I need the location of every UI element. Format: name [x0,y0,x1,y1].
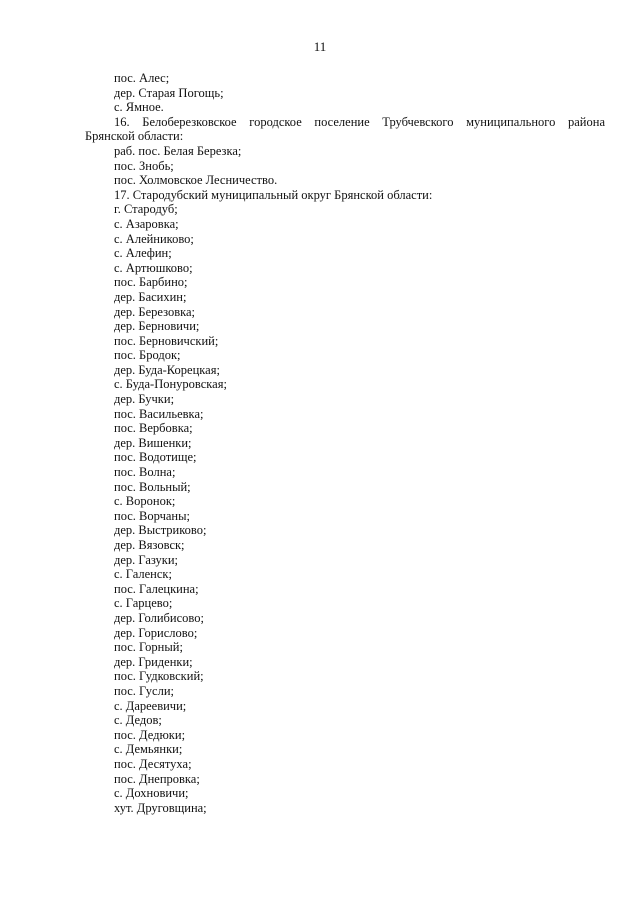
list-item: с. Галенск; [114,567,172,582]
list-item: с. Дареевичи; [114,698,187,713]
list-item: с. Алейниково; [114,231,194,246]
list-item: пос. Дедюки; [114,727,186,742]
list-item: с. Дедов; [114,713,162,728]
list-item: пос. Волна; [114,465,176,480]
list-item: с. Воронок; [114,494,176,509]
list-item: с. Демьянки; [114,742,183,757]
section-16-heading-line-2: Брянской области: [85,129,184,144]
list-item: с. Дохновичи; [114,786,189,801]
list-item: дер. Горислово; [114,625,198,640]
list-item: с. Ямное. [114,100,164,115]
list-item: пос. Холмовское Лесничество. [114,173,278,188]
list-item: пос. Знобь; [114,158,174,173]
list-item: пос. Васильевка; [114,406,204,421]
list-item: с. Буда-Понуровская; [114,377,227,392]
section-17-heading: 17. Стародубский муниципальный округ Брянской области: [114,187,433,202]
list-item: пос. Вольный; [114,479,191,494]
list-item: пос. Алес; [114,71,170,85]
list-item: дер. Гриденки; [114,654,193,669]
list-item: пос. Горный; [114,640,183,655]
list-item: дер. Берновичи; [114,319,200,334]
list-item: дер. Бучки; [114,392,175,407]
list-item: дер. Басихин; [114,289,187,304]
list-item: пос. Берновичский; [114,333,219,348]
section-16-heading [85,115,605,144]
list-item: пос. Десятуха; [114,756,192,771]
section-16-heading-line-1: 16. Белоберезковское городское поселение Трубчевского муниципального района [114,114,605,129]
list-item: дер. Вишенки; [114,435,192,450]
list-item: дер. Голибисово; [114,610,204,625]
list-item: дер. Старая Погощь; [114,85,224,100]
document-body [85,71,605,815]
list-item: с. Азаровка; [114,216,179,231]
list-item: дер. Вязовск; [114,538,185,552]
list-item: дер. Газуки; [114,552,179,567]
list-item: с. Гарцево; [114,596,173,611]
page-number: 11 [313,39,327,54]
list-item: пос. Вербовка; [114,421,193,436]
section-17-list [85,202,605,815]
list-item: пос. Гусли; [114,683,174,698]
list-item: пос. Водотище; [114,450,197,465]
list-item: пос. Галецкина; [114,581,199,596]
list-item: пос. Днепровка; [114,771,200,786]
list-item: с. Алефин; [114,246,172,261]
list-item: с. Артюшково; [114,260,193,275]
list-item: пос. Барбино; [114,275,188,290]
list-item: дер. Березовка; [114,304,196,319]
list-item: хут. Друговщина; [114,800,207,815]
list-item: пос. Гудковский; [114,669,204,684]
list-item: раб. пос. Белая Березка; [114,143,242,158]
list-item: пос. Бродок; [114,348,181,363]
list-item: г. Стародуб; [114,202,178,217]
list-item: дер. Буда-Корецкая; [114,362,220,377]
list-item: дер. Выстриково; [114,523,207,538]
list-item: пос. Ворчаны; [114,508,190,523]
